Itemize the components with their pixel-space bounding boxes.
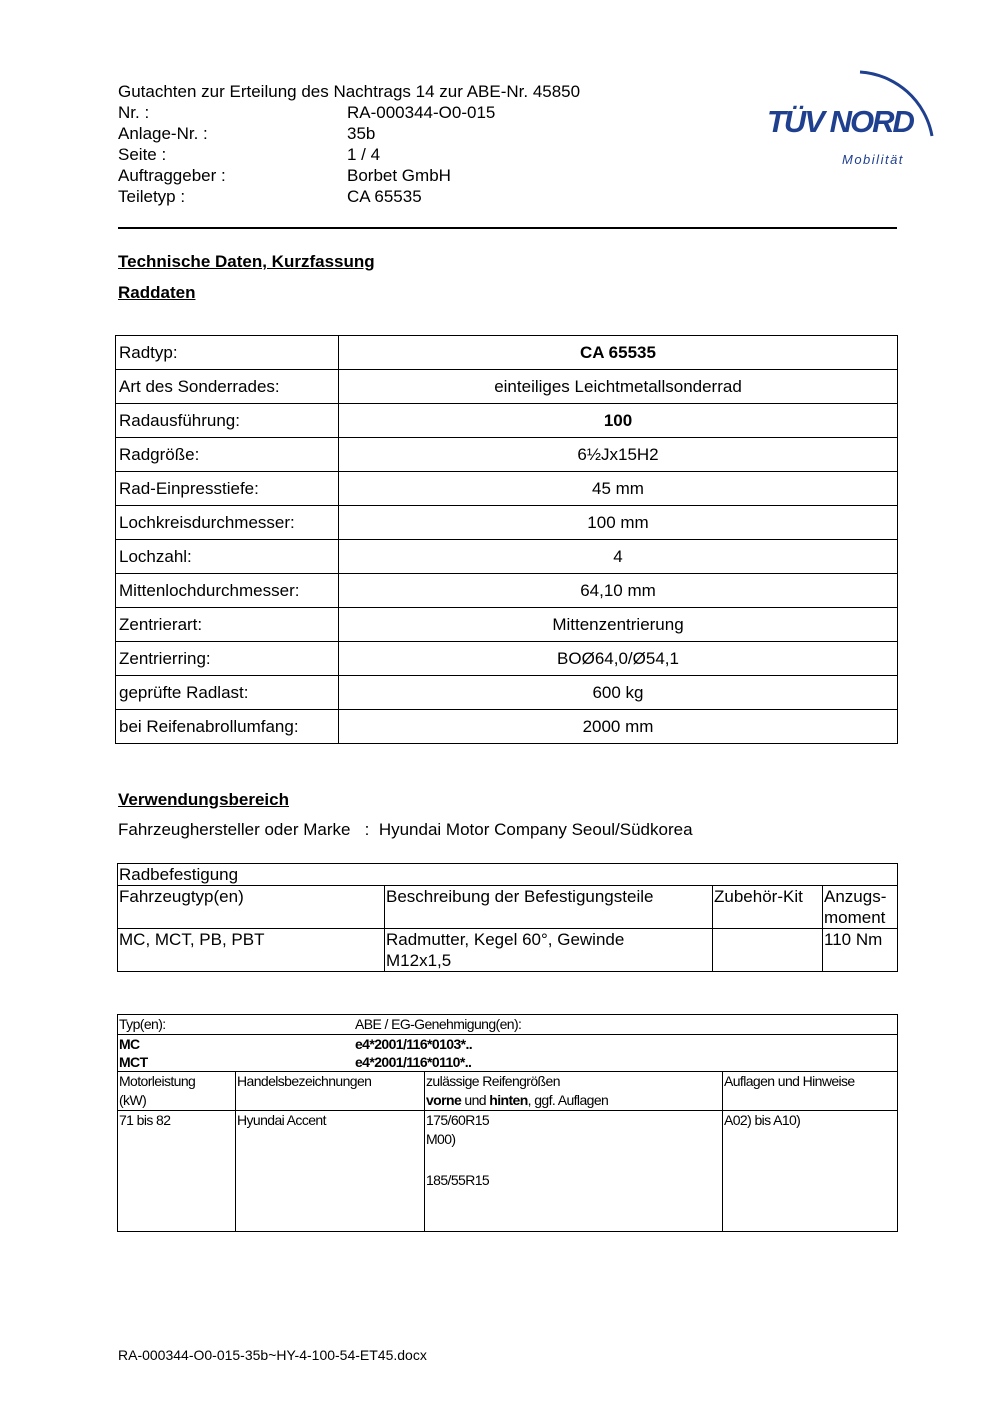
raddaten-label: Radtyp:	[116, 336, 339, 370]
type-value: MC	[119, 1036, 140, 1052]
typen-label-cell	[118, 1015, 898, 1035]
table-row	[118, 1015, 898, 1035]
table-row	[116, 574, 898, 608]
raddaten-label: Mittenlochdurchmesser:	[116, 574, 339, 608]
table-row	[116, 710, 898, 744]
raddaten-value: 2000 mm	[339, 710, 898, 744]
table-row	[116, 472, 898, 506]
header-value: RA-000344-O0-015	[347, 103, 496, 122]
raddaten-label: Zentrierring:	[116, 642, 339, 676]
types-label: Typ(en):	[119, 1016, 166, 1032]
typen-table	[117, 1014, 898, 1232]
header-divider	[118, 227, 897, 229]
column-header: Auflagen und Hinweise	[723, 1072, 898, 1111]
logo-brand: TÜV NORD	[767, 104, 913, 139]
radbefestigung-title: Radbefestigung	[118, 864, 898, 886]
header-row-teiletyp	[118, 186, 580, 207]
raddaten-value: 100 mm	[339, 506, 898, 540]
table-row	[118, 1035, 898, 1072]
raddaten-label: Lochkreisdurchmesser:	[116, 506, 339, 540]
raddaten-value: 4	[339, 540, 898, 574]
header-row-nr	[118, 102, 580, 123]
cell-line: M12x1,5	[386, 951, 452, 970]
raddaten-label: Radausführung:	[116, 404, 339, 438]
logo-subtitle: Mobilität	[842, 152, 904, 167]
abe-value: e4*2001/116*0103*..	[355, 1036, 473, 1052]
raddaten-value: 600 kg	[339, 676, 898, 710]
raddaten-label: Rad-Einpresstiefe:	[116, 472, 339, 506]
tuev-nord-logo	[762, 56, 942, 176]
column-header-anzugsmoment	[823, 886, 898, 929]
reifen-hinten: hinten	[489, 1092, 528, 1108]
table-row	[116, 370, 898, 404]
column-header-line: moment	[824, 908, 886, 927]
header-row-anlage	[118, 123, 580, 144]
raddaten-table	[115, 335, 898, 744]
column-header-reifen	[425, 1072, 723, 1111]
column-header-line: (kW)	[119, 1092, 147, 1108]
column-header-motorleistung	[118, 1072, 236, 1111]
header-row-auftraggeber	[118, 165, 580, 186]
header-value: 1 / 4	[347, 145, 381, 164]
spacer	[426, 1149, 721, 1171]
raddaten-label: bei Reifenabrollumfang:	[116, 710, 339, 744]
table-cell: MC, MCT, PB, PBT	[118, 929, 385, 972]
column-header-line: Motorleistung	[119, 1073, 196, 1089]
tire-size: 185/55R15	[426, 1172, 490, 1188]
abe-label: ABE / EG-Genehmigung(en):	[355, 1016, 522, 1032]
table-row	[116, 608, 898, 642]
manufacturer-separator: :	[364, 820, 370, 839]
cell-line: Radmutter, Kegel 60°, Gewinde	[386, 930, 625, 949]
header-value: Borbet GmbH	[347, 166, 451, 185]
raddaten-label: Lochzahl:	[116, 540, 339, 574]
table-cell: 110 Nm	[823, 929, 898, 972]
column-header-line: zulässige Reifengrößen	[426, 1073, 560, 1089]
document-header	[118, 81, 580, 207]
tire-size: 175/60R15	[426, 1112, 490, 1128]
reifen-rest: , ggf. Auflagen	[527, 1092, 609, 1108]
table-row	[116, 540, 898, 574]
header-label: Auftraggeber :	[118, 166, 226, 185]
header-row-seite	[118, 144, 580, 165]
footer-filename: RA-000344-O0-015-35b~HY-4-100-54-ET45.docx	[118, 1347, 427, 1363]
table-row	[116, 404, 898, 438]
type-value: MCT	[119, 1054, 148, 1070]
raddaten-value: CA 65535	[339, 336, 898, 370]
raddaten-value: BOØ64,0/Ø54,1	[339, 642, 898, 676]
table-cell: 71 bis 82	[118, 1111, 236, 1232]
table-row	[116, 336, 898, 370]
typen-values-cell	[118, 1035, 898, 1072]
table-header-row	[118, 1072, 898, 1111]
header-value: 35b	[347, 124, 376, 143]
column-header: Zubehör-Kit	[713, 886, 823, 929]
raddaten-label: geprüfte Radlast:	[116, 676, 339, 710]
column-header: Handelsbezeichnungen	[236, 1072, 425, 1111]
raddaten-label: Radgröße:	[116, 438, 339, 472]
tire-note: M00)	[426, 1131, 456, 1147]
raddaten-value: 64,10 mm	[339, 574, 898, 608]
section-subtitle-raddaten: Raddaten	[118, 283, 196, 302]
column-header-line	[426, 1091, 721, 1110]
column-header: Fahrzeugtyp(en)	[118, 886, 385, 929]
section-title-verwendungsbereich: Verwendungsbereich	[118, 790, 289, 809]
abe-value: e4*2001/116*0110*..	[355, 1054, 472, 1070]
table-row	[118, 864, 898, 886]
raddaten-value: einteiliges Leichtmetallsonderrad	[339, 370, 898, 404]
radbefestigung-table	[117, 863, 898, 972]
table-row	[116, 676, 898, 710]
table-row	[116, 506, 898, 540]
header-label: Nr. :	[118, 103, 150, 122]
table-cell-beschreibung	[385, 929, 713, 972]
header-value: CA 65535	[347, 187, 422, 206]
table-row	[118, 929, 898, 972]
raddaten-value: Mittenzentrierung	[339, 608, 898, 642]
document-title: Gutachten zur Erteilung des Nachtrags 14 zur ABE-Nr. 45850	[118, 82, 581, 101]
raddaten-label: Art des Sonderrades:	[116, 370, 339, 404]
header-label: Teiletyp :	[118, 187, 186, 206]
table-cell	[713, 929, 823, 972]
column-header: Beschreibung der Befestigungsteile	[385, 886, 713, 929]
raddaten-label: Zentrierart:	[116, 608, 339, 642]
table-cell-reifen	[425, 1111, 723, 1232]
manufacturer-value: Hyundai Motor Company Seoul/Südkorea	[378, 820, 693, 839]
manufacturer-line	[118, 820, 693, 840]
header-label: Anlage-Nr. :	[118, 124, 208, 143]
table-header-row	[118, 886, 898, 929]
table-row	[116, 642, 898, 676]
raddaten-value: 6½Jx15H2	[339, 438, 898, 472]
manufacturer-label: Fahrzeughersteller oder Marke	[118, 820, 351, 839]
header-label: Seite :	[118, 145, 167, 164]
reifen-und: und	[461, 1092, 490, 1108]
table-row	[118, 1111, 898, 1232]
column-header-line: Anzugs-	[824, 887, 887, 906]
table-cell: A02) bis A10)	[723, 1111, 898, 1232]
section-title-technische-daten: Technische Daten, Kurzfassung	[118, 252, 375, 271]
raddaten-value: 45 mm	[339, 472, 898, 506]
table-row	[116, 438, 898, 472]
reifen-vorne: vorne	[426, 1092, 462, 1108]
raddaten-value: 100	[339, 404, 898, 438]
table-cell: Hyundai Accent	[236, 1111, 425, 1232]
